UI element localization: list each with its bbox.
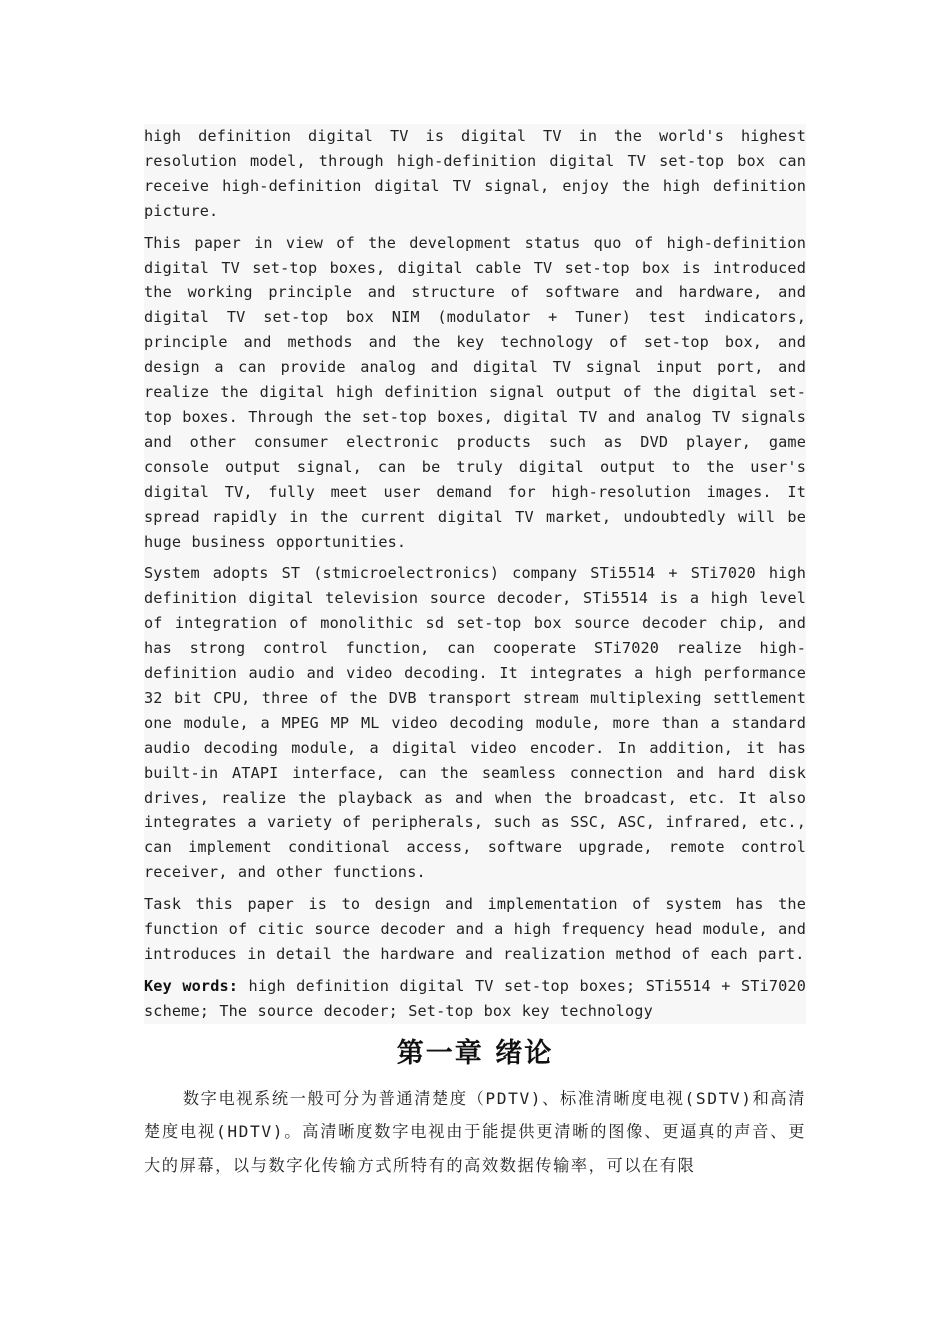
keywords-text: high definition digital TV set-top boxes; STi5514 + STi7020 scheme; The source decoder; Set-top box key technology	[144, 976, 807, 1020]
keywords-line	[144, 974, 806, 1024]
chapter-title: 第一章 绪论	[396, 1037, 554, 1069]
chapter-paragraph: 数字电视系统一般可分为普通清楚度（PDTV)、标准清晰度电视(SDTV)和高清楚度电视(HDTV)。高清晰度数字电视由于能提供更清晰的图像、更逼真的声音、更大的屏幕，以与数字化传输方式所特有的高效数据传输率，可以在有限	[144, 1088, 806, 1175]
abstract-paragraph-3: System adopts ST (stmicroelectronics) company STi5514 + STi7020 high definition digital television source decoder, STi5514 is a high level of integration of monolithic sd set-top box source decoder chip, and has strong control function, can cooperate STi7020 realize high-definition audio and video decoding. It integrates a high performance 32 bit CPU, three of the DVB transport stream multiplexing settlement one module, a MPEG MP ML video decoding module, more than a standard audio decoding module, a digital video encoder. In addition, it has built-in ATAPI interface, can the seamless connection and hard disk drives, realize the playback as and when the broadcast, etc. It also integrates a variety of peripherals, such as SSC, ASC, infrared, etc., can implement conditional access, software upgrade, remote control receiver, and other functions.	[144, 564, 806, 882]
abstract-paragraph-1: high definition digital TV is digital TV in the world's highest resolution model, through high-definition digital TV set-top box can receive high-definition digital TV signal, enjoy the high definition picture.	[144, 127, 806, 220]
abstract-paragraph-2: This paper in view of the development status quo of high-definition digital TV set-top boxes, digital cable TV set-top box is introduced the working principle and structure of software and hardware, and digital TV set-top box NIM (modulator + Tuner) test indicators, principle and methods and the key technology of set-top box, and design a can provide analog and digital TV signal input port, and realize the digital high definition signal output of the digital set-top boxes. Through the set-top boxes, digital TV and analog TV signals and other consumer electronic products such as DVD player, game console output signal, can be truly digital output to the user's digital TV, fully meet user demand for high-resolution images. It spread rapidly in the current digital TV market, undoubtedly will be huge business opportunities.	[144, 233, 806, 551]
english-abstract	[144, 124, 806, 1024]
abstract-paragraph-4: Task this paper is to design and implementation of system has the function of citic source decoder and a high frequency head module, and introduces in detail the hardware and realization method of each part.	[144, 895, 806, 963]
document-page	[144, 124, 806, 1182]
keywords-label: Key words:	[144, 976, 239, 995]
